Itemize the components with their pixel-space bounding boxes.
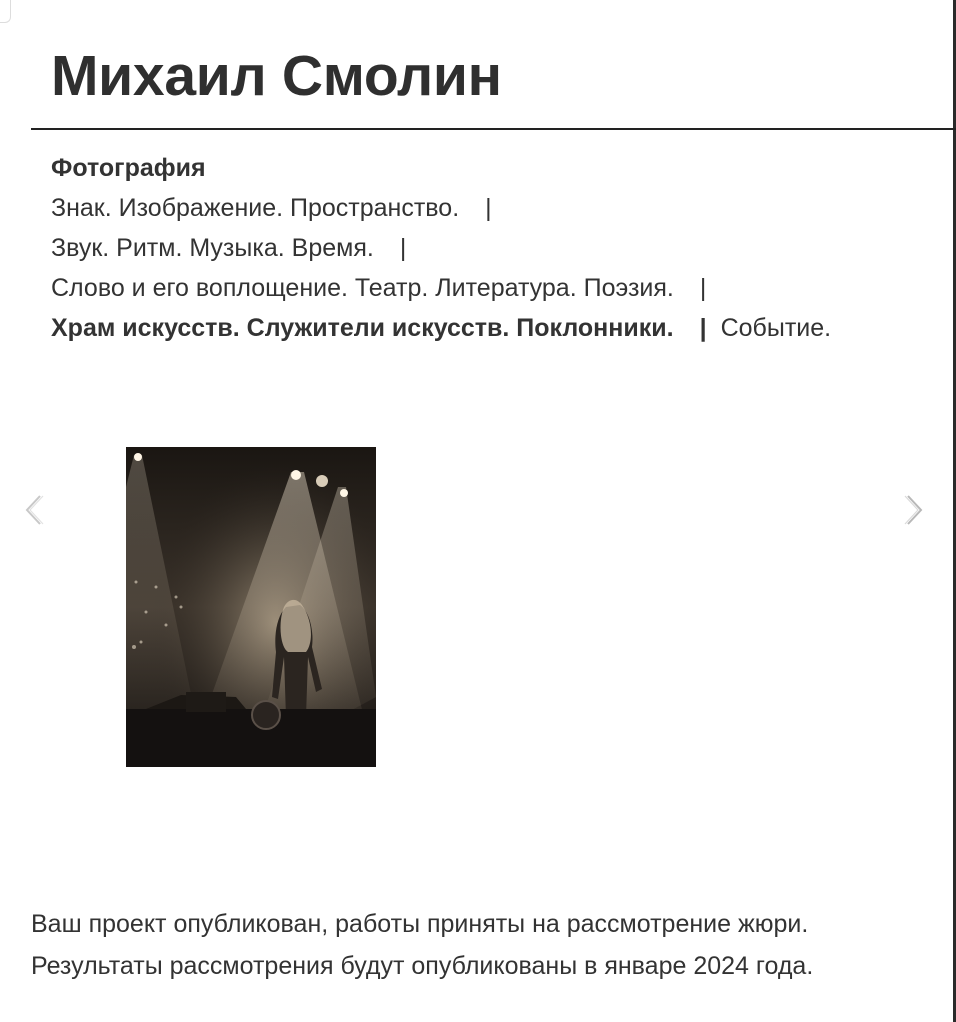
category-nav (51, 148, 831, 348)
category-row (51, 228, 831, 268)
category-link-temple-of-arts[interactable]: Храм искусств. Служители искусств. Поклонники. (51, 314, 674, 342)
carousel-next-button[interactable] (898, 488, 928, 532)
category-separator: | (699, 274, 707, 302)
chevron-left-icon (20, 488, 50, 532)
chevron-right-icon (898, 488, 928, 532)
category-row (51, 188, 831, 228)
submission-notice (31, 903, 813, 987)
header-divider (31, 128, 956, 130)
category-heading: Фотография (51, 154, 206, 182)
notice-line-results: Результаты рассмотрения будут опубликованы в январе 2024 года. (31, 952, 814, 980)
category-link-word-theatre-poetry[interactable]: Слово и его воплощение. Театр. Литература. Поэзия. (51, 274, 674, 302)
category-separator: | (699, 314, 707, 342)
carousel-prev-button[interactable] (20, 488, 50, 532)
category-separator: | (485, 194, 492, 222)
category-separator: | (399, 234, 407, 262)
subcategory-link-event[interactable]: Событие. (720, 314, 832, 342)
window-corner (0, 0, 11, 23)
category-row (51, 268, 831, 308)
category-link-sign-image-space[interactable]: Знак. Изображение. Пространство. (51, 194, 460, 222)
page-title: Михаил Смолин (51, 44, 502, 108)
concert-photo[interactable] (126, 447, 376, 767)
photo-carousel (0, 440, 956, 780)
category-link-sound-rhythm-music[interactable]: Звук. Ритм. Музыка. Время. (51, 234, 374, 262)
notice-line-published: Ваш проект опубликован, работы приняты на рассмотрение жюри. (31, 910, 809, 938)
category-row (51, 308, 831, 348)
